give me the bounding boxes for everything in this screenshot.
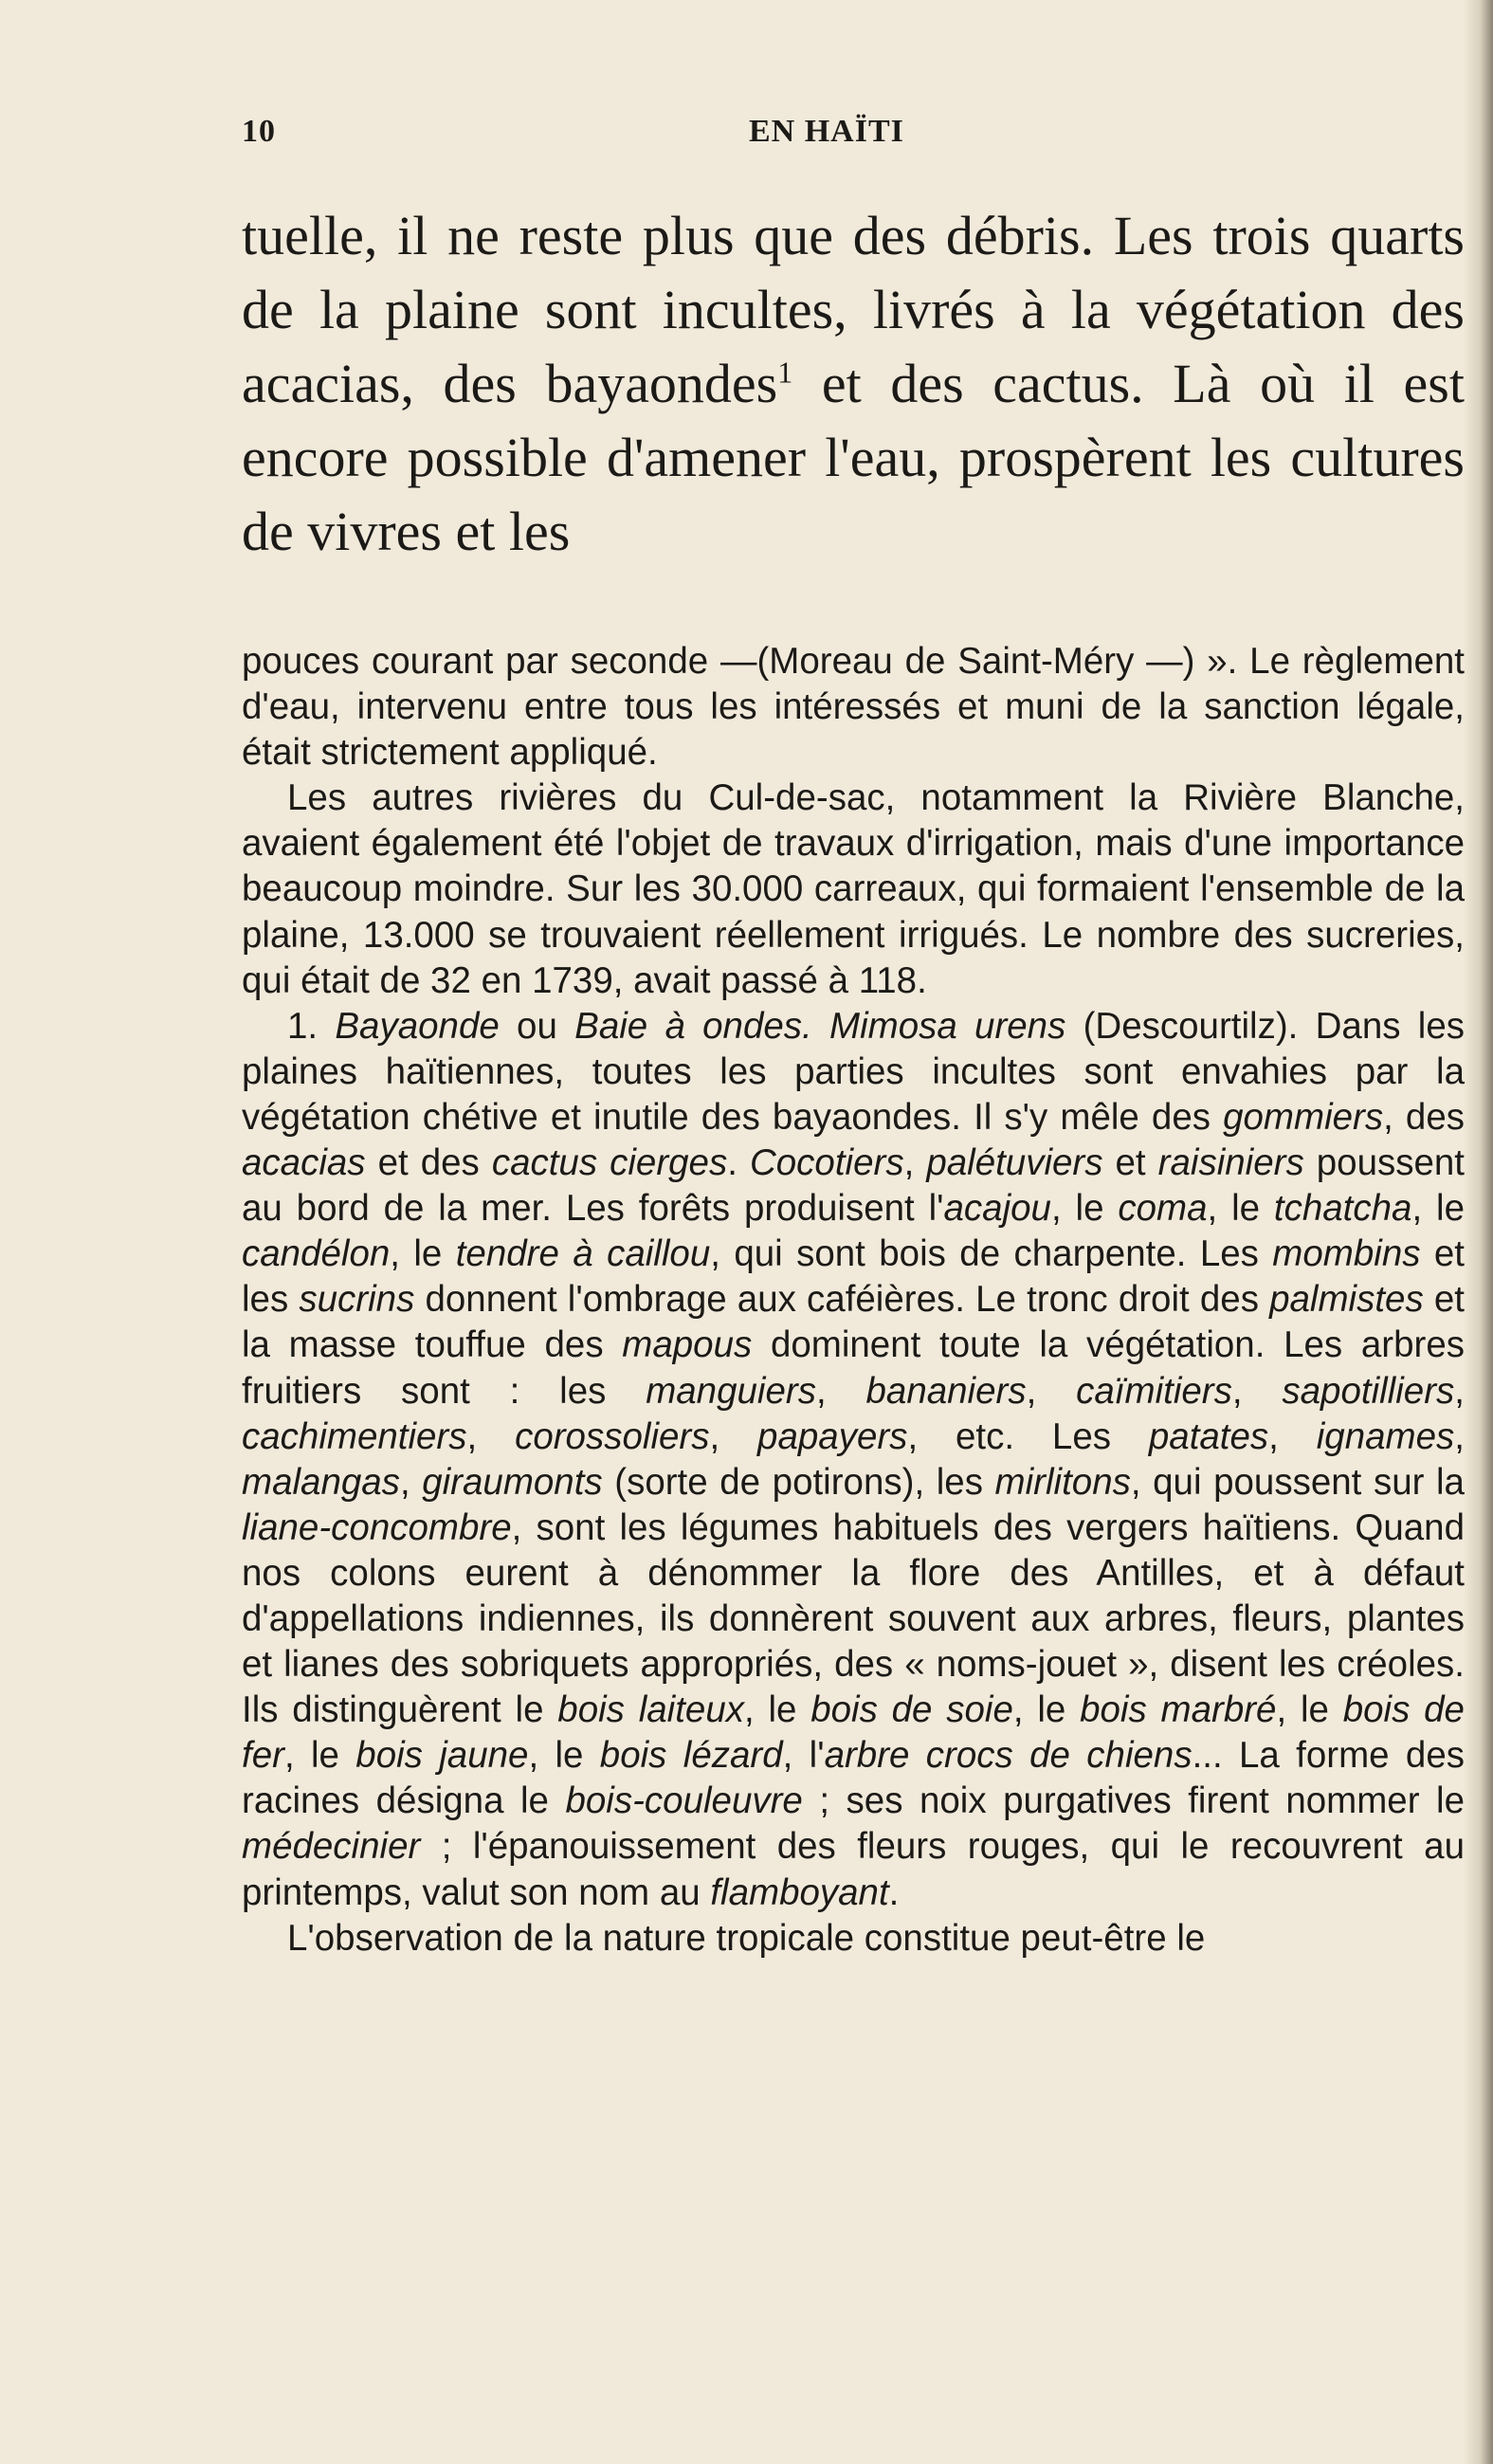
italic-term: gommiers: [1223, 1096, 1384, 1138]
footnote-text: , le: [743, 1689, 811, 1731]
main-text-part-2: et des cactus. Là où il est encore possible d'amener l'eau, prospèrent les cultures de vivres et les: [242, 353, 1465, 562]
footnote-text: , sont les légumes habituels des vergers haïtiens. Quand nos colons eurent à dénommer la flore des Antilles, et à défaut d'appellations indiennes, ils donnèrent souvent aux arbres, fleurs, plantes et lianes des sobriquets appropriés, des « noms-jouet », disent les créoles. Ils distinguèrent le: [242, 1506, 1465, 1731]
footnote-text: , le: [390, 1233, 456, 1275]
italic-term: bois marbré: [1080, 1689, 1277, 1731]
italic-term: candélon: [242, 1233, 391, 1275]
italic-term: palétuviers: [926, 1142, 1103, 1184]
italic-term: bois de soie: [810, 1689, 1013, 1731]
footnote-text: , le: [528, 1735, 600, 1777]
footnote-text: ,: [1231, 1370, 1283, 1412]
italic-term: Bayaonde: [335, 1005, 500, 1047]
italic-term: bois jaune: [355, 1735, 529, 1777]
footnote-text: , le: [1207, 1188, 1274, 1230]
footnote-text: , le: [1012, 1689, 1081, 1731]
italic-term: bois de fer: [242, 1689, 1465, 1777]
italic-term: mombins: [1272, 1233, 1421, 1275]
footnote-text: poussent au bord de la mer. Les forêts produisent l': [242, 1142, 1465, 1230]
italic-term: Cocotiers: [749, 1142, 904, 1184]
italic-term: caïmitiers: [1076, 1370, 1232, 1412]
footnote-text: (sorte de potirons), les: [602, 1461, 995, 1503]
italic-term: malangas: [242, 1461, 400, 1503]
book-page: [242, 104, 1465, 1962]
italic-term: cactus cierges: [491, 1142, 728, 1184]
footnotes: [242, 639, 1465, 1962]
footnote-text: ,: [399, 1461, 423, 1503]
italic-term: flamboyant: [710, 1871, 889, 1913]
italic-term: tchatcha: [1273, 1188, 1412, 1230]
italic-term: bois lézard: [599, 1735, 783, 1777]
footnote-irrigation-paragraph: Les autres rivières du Cul-de-sac, notamment la Rivière Blanche, avaient également été l'objet de travaux d'irrigation, mais d'une importance beaucoup moindre. Sur les 30.000 carreaux, qui formaient l'ensemble de la plaine, 13.000 se trouvaient réellement irrigués. Le nombre des sucreries, qui était de 32 en 1739, avait passé à 118.: [242, 777, 1465, 1001]
italic-term: giraumonts: [422, 1461, 603, 1503]
footnote-text: et des: [365, 1142, 492, 1184]
italic-term: sucrins: [299, 1279, 415, 1321]
footnote-text: et les: [242, 1233, 1465, 1321]
footnote-text: , qui sont bois de charpente. Les: [710, 1233, 1273, 1275]
footnote-text: , le: [1276, 1689, 1343, 1731]
italic-term: liane-concombre: [242, 1506, 512, 1548]
italic-term: mapous: [622, 1324, 753, 1366]
italic-term: acajou: [943, 1188, 1051, 1230]
footnote-text: .: [888, 1871, 900, 1913]
footnote-text: , qui poussent sur la: [1130, 1461, 1465, 1503]
italic-term: bois-couleuvre: [565, 1780, 803, 1822]
italic-term: manguiers: [646, 1370, 816, 1412]
footnote-text: 1.: [287, 1005, 336, 1047]
book-spine-edge: [1465, 0, 1493, 2464]
footnote-text: et: [1102, 1142, 1158, 1184]
footnote-text: dominent toute la végétation. Les arbres fruitiers sont : les: [242, 1324, 1465, 1412]
running-head: [242, 104, 1465, 161]
footnote-text: ; ses noix purgatives firent nommer le: [802, 1780, 1465, 1822]
footnote-text: ou: [499, 1005, 575, 1047]
footnote-text: ,: [815, 1370, 866, 1412]
footnote-text: .: [727, 1142, 750, 1184]
footnote-1: [242, 1004, 1465, 1916]
italic-term: coma: [1118, 1188, 1208, 1230]
footnote-text: donnent l'ombrage aux caféières. Le tronc droit des: [414, 1279, 1270, 1321]
italic-term: mirlitons: [994, 1461, 1131, 1503]
italic-term: papayers: [757, 1415, 908, 1457]
footnote-continued-paragraph: pouces courant par seconde —(Moreau de Saint-Méry —) ». Le règlement d'eau, intervenu entre tous les intéressés et muni de la sanction légale, était strictement appliqué.: [242, 641, 1465, 774]
italic-term: bois laiteux: [557, 1689, 744, 1731]
italic-term: tendre à caillou: [455, 1233, 711, 1275]
footnote-text: ,: [903, 1142, 927, 1184]
italic-term: corossoliers: [515, 1415, 710, 1457]
italic-term: arbre crocs de chiens: [824, 1735, 1193, 1777]
footnote-text: ,: [1268, 1415, 1317, 1457]
italic-term: cachimentiers: [242, 1415, 467, 1457]
italic-term: sapotilliers: [1282, 1370, 1455, 1412]
footnote-text: ,: [1454, 1415, 1465, 1457]
footnote-text: ... La forme des racines désigna le: [242, 1735, 1465, 1822]
footnote-text: et la masse touffue des: [242, 1279, 1465, 1366]
footnote-text: ,: [709, 1415, 758, 1457]
footnote-text: ,: [466, 1415, 516, 1457]
italic-term: médecinier: [242, 1826, 421, 1868]
italic-term: acacias: [242, 1142, 366, 1184]
footnote-text: ,: [1026, 1370, 1077, 1412]
main-text-part-1: tuelle, il ne reste plus que des débris. Les trois quarts de la plaine sont incultes, livrés à la végétation des acacias, des bayaondes: [242, 205, 1465, 414]
footnote-text: , le: [1050, 1188, 1119, 1230]
main-text: [242, 199, 1465, 569]
italic-term: raisiniers: [1157, 1142, 1304, 1184]
footnote-text: (Descourtilz). Dans les plaines haïtiennes, toutes les parties incultes sont envahies par la végétation chétive et inutile des bayaondes. Il s'y mêle des: [242, 1005, 1465, 1138]
italic-term: Baie à ondes. Mimosa urens: [574, 1005, 1066, 1047]
footnote-text: ,: [1454, 1370, 1465, 1412]
page-number: 10: [242, 114, 276, 149]
footnote-text: , le: [283, 1735, 356, 1777]
italic-term: palmistes: [1269, 1279, 1424, 1321]
italic-term: bananiers: [865, 1370, 1027, 1412]
italic-term: ignames: [1316, 1415, 1455, 1457]
main-paragraph: [242, 199, 1465, 569]
footnote-marker: 1: [777, 355, 793, 390]
footnote-text: ; l'épanouissement des fleurs rouges, qui le recouvrent au printemps, valut son nom au: [242, 1826, 1465, 1913]
running-title: EN HAÏTI: [749, 114, 904, 149]
italic-term: patates: [1148, 1415, 1269, 1457]
footnote-text: , des: [1383, 1096, 1465, 1138]
footnote-text: , le: [1411, 1188, 1465, 1230]
footnote-text: , etc. Les: [907, 1415, 1149, 1457]
footnote-text: , l': [782, 1735, 825, 1777]
footnote-last-paragraph: L'observation de la nature tropicale constitue peut-être le: [287, 1917, 1206, 1959]
